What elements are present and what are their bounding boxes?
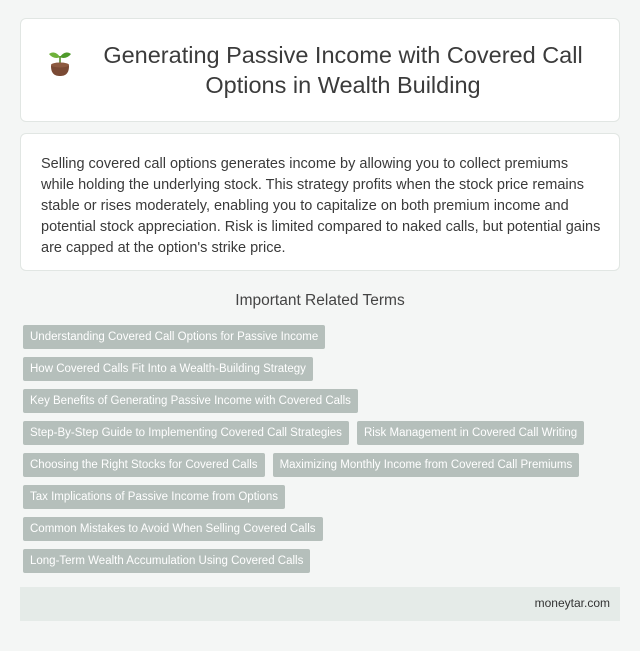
tag-row	[23, 389, 623, 413]
related-terms-heading: Important Related Terms	[235, 292, 405, 309]
tag-row	[23, 485, 623, 509]
footer	[20, 587, 620, 621]
related-term-tag[interactable]: Common Mistakes to Avoid When Selling Covered Calls	[23, 517, 323, 541]
tag-row	[23, 325, 623, 349]
related-terms-list	[23, 325, 623, 581]
related-term-tag[interactable]: Maximizing Monthly Income from Covered Call Premiums	[273, 453, 580, 477]
page-title: Generating Passive Income with Covered Call Options in Wealth Building	[103, 42, 583, 98]
related-term-tag[interactable]: Long-Term Wealth Accumulation Using Covered Calls	[23, 549, 310, 573]
header-card	[20, 18, 620, 122]
related-term-tag[interactable]: Key Benefits of Generating Passive Income with Covered Calls	[23, 389, 358, 413]
tag-row	[23, 421, 623, 445]
tag-row	[23, 517, 623, 541]
tag-row	[23, 357, 623, 381]
summary-card	[20, 133, 620, 271]
summary-text: Selling covered call options generates income by allowing you to collect premiums while holding the underlying stock. This strategy profits when the stock price remains stable or rises moderately, enabling you to capitalize on both premium income and potential stock appreciation. Risk is limited compared to naked calls, but potential gains are capped at the option's strike price.	[41, 156, 601, 256]
related-term-tag[interactable]: Tax Implications of Passive Income from Options	[23, 485, 285, 509]
tag-row	[23, 549, 623, 573]
related-term-tag[interactable]: Understanding Covered Call Options for Passive Income	[23, 325, 325, 349]
tag-row	[23, 453, 623, 477]
related-term-tag[interactable]: Choosing the Right Stocks for Covered Calls	[23, 453, 265, 477]
header-inner	[21, 19, 619, 121]
related-term-tag[interactable]: How Covered Calls Fit Into a Wealth-Building Strategy	[23, 357, 313, 381]
sprout-icon	[47, 48, 73, 78]
related-term-tag[interactable]: Step-By-Step Guide to Implementing Covered Call Strategies	[23, 421, 349, 445]
footer-brand-link[interactable]: moneytar.com	[534, 596, 610, 610]
related-term-tag[interactable]: Risk Management in Covered Call Writing	[357, 421, 584, 445]
